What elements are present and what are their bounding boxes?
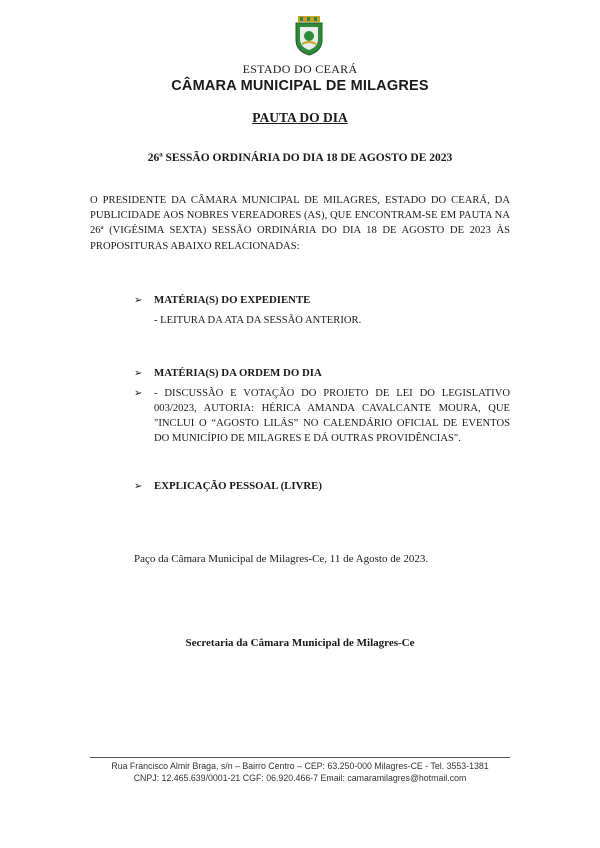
section-heading: EXPLICAÇÃO PESSOAL (LIVRE) (154, 480, 322, 492)
agenda-title: PAUTA DO DIA (252, 110, 348, 125)
footer-address: Rua Francisco Almir Braga, s/n – Bairro Centro – CEP: 63.250-000 Milagres-CE - Tel. 3553-1381 (111, 761, 489, 771)
section-heading: MATÉRIA(S) DO EXPEDIENTE (154, 294, 311, 306)
section-explicacao-pessoal (134, 476, 514, 494)
coat-of-arms-icon (292, 16, 326, 56)
section-expediente (134, 290, 514, 308)
secretary-signature: Secretaria da Câmara Municipal de Milagres-Ce (185, 637, 415, 649)
footer-divider (90, 757, 510, 758)
section-item: - LEITURA DA ATA DA SESSÃO ANTERIOR. (154, 315, 362, 326)
section-ordem-do-dia (134, 363, 514, 381)
arrow-bullet-icon: ➢ (134, 481, 143, 492)
council-name: CÂMARA MUNICIPAL DE MILAGRES (171, 78, 429, 94)
arrow-bullet-icon: ➢ (134, 295, 143, 306)
section-item (134, 386, 510, 446)
arrow-bullet-icon: ➢ (134, 368, 143, 379)
footer-ids: CNPJ: 12.465.639/0001-21 CGF: 06.920.466-7 Email: camaramilagres@hotmail.com (133, 773, 467, 783)
state-name: ESTADO DO CEARÁ (242, 62, 358, 76)
section-item-text: - DISCUSSÃO E VOTAÇÃO DO PROJETO DE LEI DO LEGISLATIVO 003/2023, AUTORIA: HÉRICA AMANDA CAVALCANTE MOURA, QUE "INCLUI O “AGOSTO LILÁS” NO CALENDÁRIO OFICIAL DE EVENTOS DO MUNICÍPIO DE MILAGRES E DÁ OUTRAS PROVIDÊNCIAS". (154, 388, 510, 444)
section-heading: MATÉRIA(S) DA ORDEM DO DIA (154, 367, 322, 379)
arrow-bullet-icon: ➢ (134, 388, 143, 399)
session-title: 26ª SESSÃO ORDINÁRIA DO DIA 18 DE AGOSTO DE 2023 (147, 152, 453, 164)
intro-paragraph: O PRESIDENTE DA CÂMARA MUNICIPAL DE MILAGRES, ESTADO DO CEARÁ, DA PUBLICIDADE AOS NOBRES VEREADORES (AS), QUE ENCONTRAM-SE EM PAUTA NA 26ª (VIGÉSIMA SEXTA) SESSÃO ORDINÁRIA DO DIA 18 DE AGOSTO DE 2023 ÀS PROPOSITURAS ABAIXO RELACIONADAS: (90, 195, 510, 252)
closing-line: Paço da Câmara Municipal de Milagres-Ce, 11 de Agosto de 2023. (134, 553, 429, 565)
